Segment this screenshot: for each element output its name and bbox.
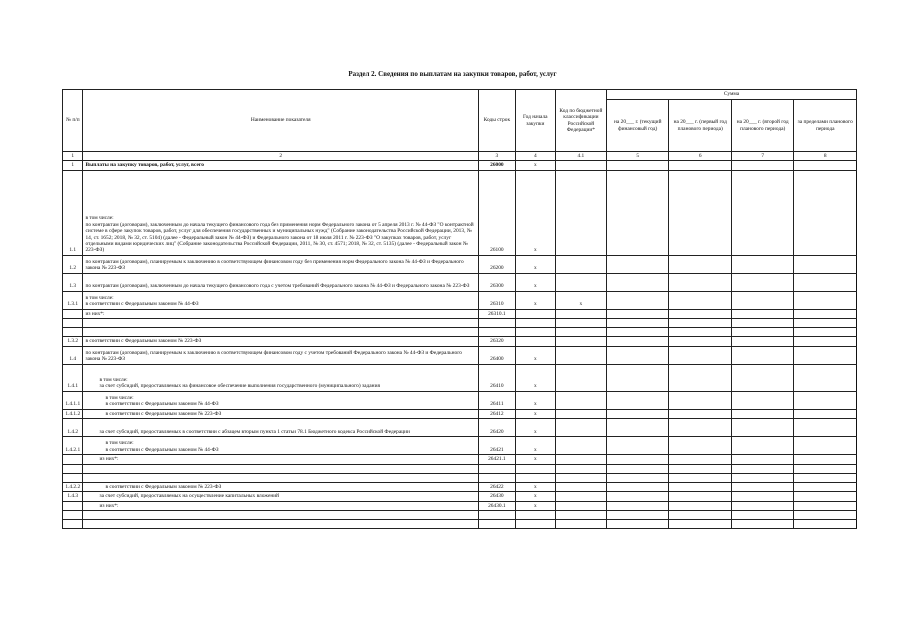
row-name: в соответствии с Федеральным законом № 223-ФЗ (83, 409, 478, 418)
column-number: 4 (515, 152, 555, 161)
sum-cell[interactable] (794, 511, 857, 520)
row-year (515, 328, 555, 337)
sum-cell[interactable] (606, 482, 668, 491)
table-row (63, 337, 857, 346)
sum-cell[interactable] (731, 520, 793, 529)
row-year (515, 464, 555, 473)
sum-cell[interactable] (669, 492, 731, 501)
row-code (478, 464, 515, 473)
row-name: Выплаты на закупку товаров, работ, услуг, всего (83, 161, 478, 170)
row-year (515, 337, 555, 346)
sum-cell[interactable] (669, 520, 731, 529)
row-budget-code (555, 482, 606, 491)
sum-cell[interactable] (669, 273, 731, 291)
row-budget-code (555, 464, 606, 473)
row-number (63, 520, 83, 529)
sum-cell[interactable] (731, 464, 793, 473)
sum-cell[interactable] (606, 161, 668, 170)
sum-cell[interactable] (606, 255, 668, 273)
table-row (63, 161, 857, 170)
row-budget-code (555, 309, 606, 318)
table-row (63, 255, 857, 273)
sum-cell[interactable] (606, 364, 668, 391)
sum-cell[interactable] (606, 309, 668, 318)
sum-cell[interactable] (669, 170, 731, 255)
row-code: 26430 (478, 492, 515, 501)
column-number: 2 (83, 152, 478, 161)
row-code: 26300 (478, 273, 515, 291)
sum-cell[interactable] (606, 328, 668, 337)
sum-cell[interactable] (731, 255, 793, 273)
header-name: Наименование показателя (83, 90, 478, 152)
row-number (63, 473, 83, 482)
sum-cell[interactable] (731, 391, 793, 409)
row-budget-code: x (555, 291, 606, 309)
sum-cell[interactable] (731, 319, 793, 328)
sum-cell[interactable] (669, 464, 731, 473)
row-name (83, 520, 478, 529)
row-budget-code (555, 501, 606, 510)
sum-cell[interactable] (731, 170, 793, 255)
sum-cell[interactable] (606, 511, 668, 520)
row-number: 1.2 (63, 255, 83, 273)
sum-cell[interactable] (794, 473, 857, 482)
sum-cell[interactable] (731, 291, 793, 309)
row-year: x (515, 170, 555, 255)
sum-cell[interactable] (669, 291, 731, 309)
column-number: 8 (794, 152, 857, 161)
row-code: 26100 (478, 170, 515, 255)
row-name: за счет субсидий, предоставляемых в соответствии с абзацем вторым пункта 1 статьи 78.1 Бюджетного кодекса Российской Федерации (83, 419, 478, 437)
table-row (63, 492, 857, 501)
sum-cell[interactable] (731, 492, 793, 501)
header-sum: Сумма (606, 90, 856, 100)
row-number (63, 455, 83, 464)
row-code: 26421.1 (478, 455, 515, 464)
row-year: x (515, 492, 555, 501)
sum-cell[interactable] (606, 319, 668, 328)
header-col5: на 20___ г. (текущий финансовый год) (606, 100, 668, 152)
row-name (83, 464, 478, 473)
row-budget-code (555, 520, 606, 529)
row-year: x (515, 273, 555, 291)
sum-cell[interactable] (794, 255, 857, 273)
sum-cell[interactable] (794, 337, 857, 346)
row-budget-code (555, 346, 606, 364)
row-number (63, 464, 83, 473)
row-year (515, 511, 555, 520)
column-number: 6 (669, 152, 731, 161)
sum-cell[interactable] (794, 161, 857, 170)
header-col7: на 20___ г. (второй год планового периода) (731, 100, 793, 152)
row-year (515, 309, 555, 318)
table-row (63, 464, 857, 473)
row-code: 26412 (478, 409, 515, 418)
row-number: 1.4.1 (63, 364, 83, 391)
sum-cell[interactable] (606, 455, 668, 464)
row-code (478, 473, 515, 482)
sum-cell[interactable] (606, 337, 668, 346)
sum-cell[interactable] (794, 455, 857, 464)
table-row (63, 328, 857, 337)
sum-cell[interactable] (669, 328, 731, 337)
sum-cell[interactable] (794, 346, 857, 364)
row-code: 26200 (478, 255, 515, 273)
row-number (63, 309, 83, 318)
table-row (63, 291, 857, 309)
table-row (63, 309, 857, 318)
row-budget-code (555, 319, 606, 328)
column-numbers-row (63, 152, 857, 161)
table-row (63, 364, 857, 391)
sum-cell[interactable] (731, 455, 793, 464)
row-year: x (515, 391, 555, 409)
sum-cell[interactable] (669, 437, 731, 455)
sum-cell[interactable] (669, 511, 731, 520)
table-row (63, 482, 857, 491)
sum-cell[interactable] (669, 161, 731, 170)
sum-cell[interactable] (669, 409, 731, 418)
row-number (63, 328, 83, 337)
column-number: 4.1 (555, 152, 606, 161)
table-row (63, 419, 857, 437)
header-year: Год начала закупки (515, 90, 555, 152)
sum-cell[interactable] (669, 255, 731, 273)
sum-cell[interactable] (794, 437, 857, 455)
row-year (515, 319, 555, 328)
sum-cell[interactable] (794, 364, 857, 391)
sum-cell[interactable] (606, 492, 668, 501)
sum-cell[interactable] (669, 309, 731, 318)
sum-cell[interactable] (606, 170, 668, 255)
row-budget-code (555, 409, 606, 418)
sum-cell[interactable] (606, 273, 668, 291)
row-year: x (515, 501, 555, 510)
row-number: 1 (63, 161, 83, 170)
row-budget-code (555, 364, 606, 391)
sum-cell[interactable] (669, 473, 731, 482)
row-name: за счет субсидий, предоставляемых на осуществление капитальных вложений (83, 492, 478, 501)
sum-cell[interactable] (794, 170, 857, 255)
header-budget-code: Код по бюджетной классификации Российской Федерации* (555, 90, 606, 152)
row-year: x (515, 161, 555, 170)
column-number: 1 (63, 152, 83, 161)
table-row (63, 473, 857, 482)
column-number: 5 (606, 152, 668, 161)
sum-cell[interactable] (606, 437, 668, 455)
row-number: 1.4.1.1 (63, 391, 83, 409)
sum-cell[interactable] (794, 319, 857, 328)
row-year (515, 520, 555, 529)
sum-cell[interactable] (794, 409, 857, 418)
sum-cell[interactable] (606, 520, 668, 529)
row-code: 26400 (478, 346, 515, 364)
sum-cell[interactable] (731, 409, 793, 418)
table-row (63, 520, 857, 529)
row-name: из них*: (83, 501, 478, 510)
sum-cell[interactable] (794, 501, 857, 510)
sum-cell[interactable] (606, 409, 668, 418)
sum-cell[interactable] (606, 473, 668, 482)
row-number (63, 511, 83, 520)
row-budget-code (555, 337, 606, 346)
row-budget-code (555, 511, 606, 520)
sum-cell[interactable] (669, 501, 731, 510)
sum-cell[interactable] (669, 482, 731, 491)
sum-cell[interactable] (731, 482, 793, 491)
row-name: в соответствии с Федеральным законом № 223-ФЗ (83, 337, 478, 346)
row-number (63, 501, 83, 510)
row-budget-code (555, 170, 606, 255)
sum-cell[interactable] (794, 309, 857, 318)
row-code: 26430.1 (478, 501, 515, 510)
header-col8: за пределами планового периода (794, 100, 857, 152)
row-year: x (515, 364, 555, 391)
sum-cell[interactable] (794, 482, 857, 491)
row-year: x (515, 346, 555, 364)
sum-cell[interactable] (731, 346, 793, 364)
row-code: 26410 (478, 364, 515, 391)
header-num: № п/п (63, 90, 83, 152)
row-code (478, 319, 515, 328)
payments-table (62, 89, 857, 529)
sum-cell[interactable] (731, 364, 793, 391)
row-name: в том числе: в соответствии с Федеральным законом № 44-ФЗ (83, 437, 478, 455)
sum-cell[interactable] (731, 511, 793, 520)
table-row (63, 437, 857, 455)
row-code: 26310 (478, 291, 515, 309)
table-row (63, 511, 857, 520)
row-budget-code (555, 255, 606, 273)
row-budget-code (555, 492, 606, 501)
sum-cell[interactable] (606, 464, 668, 473)
row-code (478, 328, 515, 337)
header-col6: на 20___ г. (первый год планового периода) (669, 100, 731, 152)
row-number: 1.4.2.1 (63, 437, 83, 455)
sum-cell[interactable] (669, 346, 731, 364)
sum-cell[interactable] (731, 309, 793, 318)
row-name (83, 473, 478, 482)
row-year: x (515, 437, 555, 455)
row-name: в том числе: по контрактам (договорам), заключенным до начала текущего финансового года без применения норм Федерального закона от 5 апреля 2013 г. № 44-ФЗ "О контрактной системе в сфере закупок товаров, работ, услуг для обеспечения государственных и муниципальных нужд" (Собрание законодательства Российской Федерации, 2013, № 14, ст. 1652; 2018, № 32, ст. 5104) (далее - Федеральный закон № 44-ФЗ) и Федерального закона от 18 июля 2011 г. № 223-ФЗ "О закупках товаров, работ, услуг отдельными видами юридических лиц" (Собрание законодательства Российской Федерации, 2011, № 30, ст. 4571; 2018, № 32, ст. 5135) (далее - Федеральный закон № 223-ФЗ) (83, 170, 478, 255)
row-year: x (515, 455, 555, 464)
row-number: 1.4.2.2 (63, 482, 83, 491)
row-year: x (515, 255, 555, 273)
row-name (83, 319, 478, 328)
header-codes: Коды строк (478, 90, 515, 152)
sum-cell[interactable] (731, 473, 793, 482)
table-row (63, 409, 857, 418)
sum-cell[interactable] (794, 520, 857, 529)
sum-cell[interactable] (669, 419, 731, 437)
table-row (63, 501, 857, 510)
row-name: из них*: (83, 455, 478, 464)
row-number: 1.3.1 (63, 291, 83, 309)
sum-cell[interactable] (794, 419, 857, 437)
sum-cell[interactable] (794, 391, 857, 409)
row-budget-code (555, 161, 606, 170)
row-name: в соответствии с Федеральным законом № 223-ФЗ (83, 482, 478, 491)
row-code: 26422 (478, 482, 515, 491)
row-year (515, 473, 555, 482)
sum-cell[interactable] (731, 161, 793, 170)
sum-cell[interactable] (669, 364, 731, 391)
sum-cell[interactable] (731, 273, 793, 291)
sum-cell[interactable] (794, 291, 857, 309)
sum-cell[interactable] (731, 337, 793, 346)
sum-cell[interactable] (669, 455, 731, 464)
sum-cell[interactable] (794, 273, 857, 291)
row-number: 1.4.1.2 (63, 409, 83, 418)
row-code: 26420 (478, 419, 515, 437)
sum-cell[interactable] (794, 464, 857, 473)
sum-cell[interactable] (731, 437, 793, 455)
sum-cell[interactable] (731, 419, 793, 437)
row-code (478, 511, 515, 520)
row-code: 26320 (478, 337, 515, 346)
row-number: 1.3 (63, 273, 83, 291)
table-row (63, 346, 857, 364)
section-title: Раздел 2. Сведения по выплатам на закупки товаров, работ, услуг (348, 70, 557, 78)
row-number: 1.4.3 (63, 492, 83, 501)
row-number: 1.1 (63, 170, 83, 255)
row-name: по контрактам (договорам), планируемым к заключению в соответствующем финансовом году без применения норм Федерального закона № 44-ФЗ и Федерального закона № 223-ФЗ (83, 255, 478, 273)
sum-cell[interactable] (669, 337, 731, 346)
row-budget-code (555, 391, 606, 409)
table-row (63, 391, 857, 409)
sum-cell[interactable] (669, 319, 731, 328)
row-year: x (515, 419, 555, 437)
sum-cell[interactable] (606, 419, 668, 437)
table-row (63, 273, 857, 291)
table-row (63, 319, 857, 328)
row-year: x (515, 409, 555, 418)
row-code: 26421 (478, 437, 515, 455)
row-number (63, 319, 83, 328)
row-name: по контрактам (договорам), заключенным до начала текущего финансового года с учетом требований Федерального закона № 44-ФЗ и Федерального закона № 223-ФЗ (83, 273, 478, 291)
row-year: x (515, 482, 555, 491)
column-number: 7 (731, 152, 793, 161)
row-name (83, 328, 478, 337)
table-row (63, 455, 857, 464)
row-code (478, 520, 515, 529)
row-code: 26411 (478, 391, 515, 409)
row-number: 1.4.2 (63, 419, 83, 437)
row-year: x (515, 291, 555, 309)
row-budget-code (555, 455, 606, 464)
row-budget-code (555, 437, 606, 455)
sum-cell[interactable] (669, 391, 731, 409)
sum-cell[interactable] (606, 346, 668, 364)
row-budget-code (555, 419, 606, 437)
row-budget-code (555, 473, 606, 482)
sum-cell[interactable] (606, 291, 668, 309)
row-name (83, 511, 478, 520)
sum-cell[interactable] (606, 501, 668, 510)
row-number: 1.3.2 (63, 337, 83, 346)
row-code: 26000 (478, 161, 515, 170)
row-code: 26310.1 (478, 309, 515, 318)
row-number: 1.4 (63, 346, 83, 364)
sum-cell[interactable] (606, 391, 668, 409)
row-name: в том числе: за счет субсидий, предоставляемых на финансовое обеспечение выполнения государственного (муниципального) задания (83, 364, 478, 391)
sum-cell[interactable] (731, 501, 793, 510)
row-name: по контрактам (договорам), планируемым к заключению в соответствующем финансовом году с учетом требований Федерального закона № 44-ФЗ и Федерального закона № 223-ФЗ (83, 346, 478, 364)
row-name: из них*: (83, 309, 478, 318)
column-number: 3 (478, 152, 515, 161)
sum-cell[interactable] (794, 328, 857, 337)
table-row (63, 170, 857, 255)
row-name: в том числе: в соответствии с Федеральным законом № 44-ФЗ (83, 291, 478, 309)
row-budget-code (555, 328, 606, 337)
row-budget-code (555, 273, 606, 291)
sum-cell[interactable] (794, 492, 857, 501)
row-name: в том числе: в соответствии с Федеральным законом № 44-ФЗ (83, 391, 478, 409)
sum-cell[interactable] (731, 328, 793, 337)
